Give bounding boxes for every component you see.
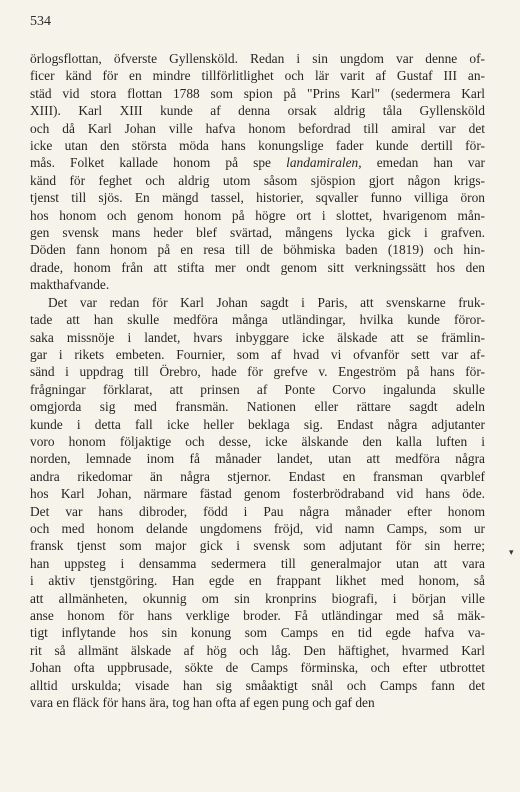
text-line: frågningar förklarat, att prinsen af Ponte Corvo ingalunda skulle [30, 381, 485, 397]
text-line: sänd i uppdrag till Örebro, hade för grefve v. Engeström på hans för- [30, 364, 485, 380]
text-line: gar i rikets embeten. Fournier, som af hvad vi ofvanför sett var af- [30, 346, 485, 362]
text-line: hos honom och genom honom på högre ort i slottet, hvarigenom mån- [30, 207, 485, 223]
text-line: fransk tjenst som major gick i svensk som adjutant för sin herre; [30, 538, 485, 554]
text-line: ficer känd för en mindre tillförlitlighet och lär varit af Gustaf III an- [30, 68, 485, 84]
text-line: Döden fann honom på en resa till de böhmiska baden (1819) och hin- [30, 242, 485, 258]
text-line: tjenst till sjös. En mängd tassel, historier, sqvaller funno villiga öron [30, 190, 485, 206]
text-line: saka missnöje i landet, hvars inbyggare icke älskade att se främlin- [30, 329, 485, 345]
text-line: kunde i detta fall icke heller beklaga sig. Endast några adjutanter [30, 416, 485, 432]
paragraph-1 [30, 50, 485, 294]
text-line: gen svensk mans heder blef svärtad, mångens lycka gick i grafven. [30, 225, 485, 241]
page-number: 534 [30, 14, 51, 29]
margin-marker-icon: ▾ [509, 548, 514, 558]
text-line: rit så allmänt älskade af hög och låg. Den häftighet, hvarmed Karl [30, 642, 485, 658]
text-line: Det var redan för Karl Johan sagdt i Paris, att svenskarne fruk- [48, 294, 485, 310]
text-line: tigt inflytande hos sin konung som Camps en tid egde hafva va- [30, 625, 485, 641]
text-line: omgjorda sig med fransmän. Nationen eller rättare sagdt adeln [30, 399, 485, 415]
text-line: voro honom följaktige och desse, icke älskande den kalla luften i [30, 433, 485, 449]
text-line: drade, honom från att stifta mer ondt genom sitt verkningssätt hos den [30, 259, 485, 275]
text-line: och då Karl Johan ville hafva honom befordrad till amiral var det [30, 120, 485, 136]
text-line: mås. Folket kallade honom på spe landamiralen, emedan han var [30, 155, 485, 171]
text-line: icke utan den största möda hans konungslige fader kunde dertill för- [30, 138, 485, 154]
text-line: att allmänheten, okunnig om sin kronprins biografi, i början ville [30, 590, 485, 606]
text-line: i aktiv tjenstgöring. Han egde en frappant likhet med honom, så [30, 573, 485, 589]
text-line: Det var hans dibroder, född i Pau några månader efter honom [30, 503, 485, 519]
italic-term: landamiralen [286, 155, 359, 171]
text-line: anse honom för hans verklige broder. Få utländingar med så mäk- [30, 608, 485, 623]
text-line: känd för feghet och aldrig utom såsom sjöspion gjort någon krigs- [30, 172, 485, 188]
paragraph-2 [30, 294, 485, 712]
text-line: och med honom delande ungdomens fröjd, vid namn Camps, som ur [30, 520, 485, 536]
body-text [30, 50, 485, 711]
text-line: Johan ofta uppbrusade, sökte de Camps förminska, och efter utbrottet [30, 660, 485, 676]
text-line: andra rikedomar än några stjernor. Endast en fransman qvarblef [30, 468, 485, 484]
text-line: alltid urskulda; visade han sig småaktigt snål och Camps fann det [30, 677, 485, 693]
text-line: makthafvande. [30, 277, 110, 293]
text-line: han uppsteg i densamma sedermera till generalmajor utan att vara [30, 555, 485, 571]
text-line: städ vid stora flottan 1788 som spion på "Prins Karl" (sedermera Karl [30, 85, 485, 101]
text-line: tade att han skulle medföra många utländingar, hvilka kunde föror- [30, 312, 485, 328]
text-line: XIII). Karl XIII kunde af denna orsak aldrig tåla Gyllensköld [30, 103, 485, 119]
text-line: vara en fläck för hans ära, tog han ofta af egen pung och gaf den [30, 695, 375, 711]
text-line: örlogsflottan, öfverste Gyllensköld. Redan i sin ungdom var denne of- [30, 51, 485, 66]
text-line: hos Karl Johan, närmare fästad genom fosterbrödraband vid hans öde. [30, 486, 485, 502]
text-line: norden, lemnade inom få månader landet, utan att medföra några [30, 451, 485, 467]
